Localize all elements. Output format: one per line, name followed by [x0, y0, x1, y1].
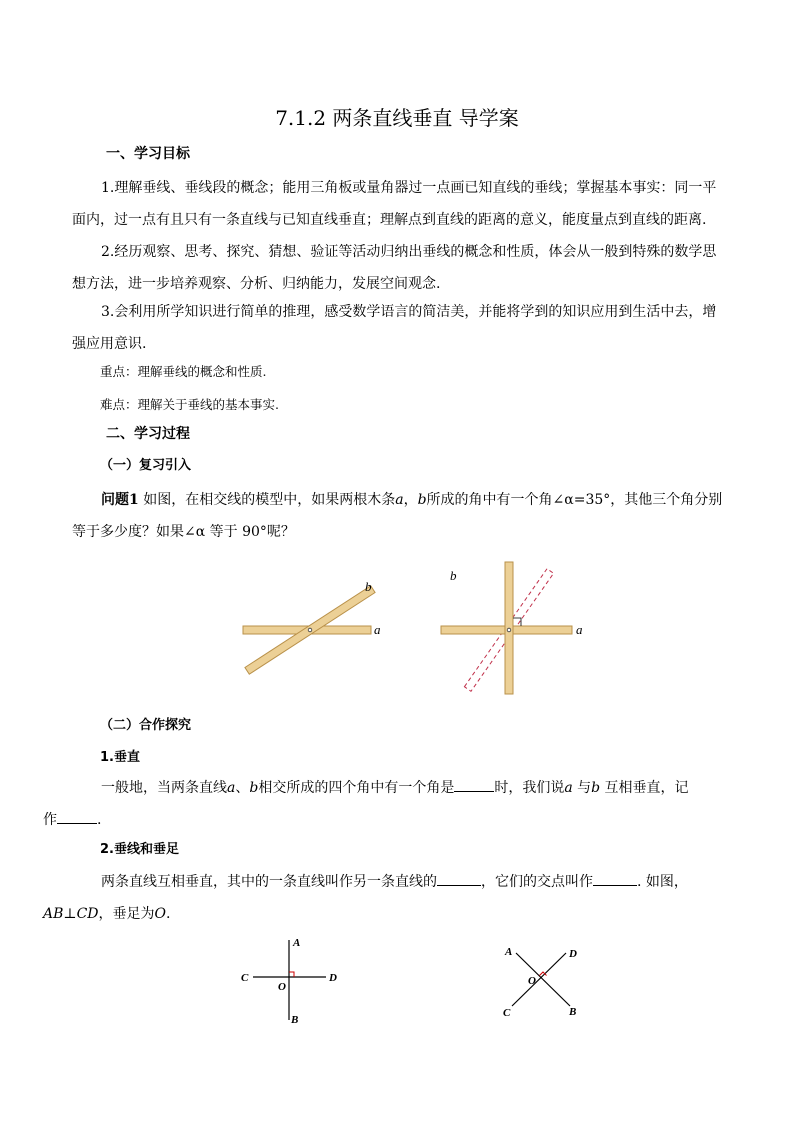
- subsection-explore: （二）合作探究: [100, 718, 192, 733]
- question-1-sep: ，: [403, 492, 418, 508]
- figure-3-label-d: D: [329, 972, 337, 984]
- def-end: .: [97, 812, 102, 828]
- foot-text-1: 两条直线互相垂直，其中的一条直线叫作另一条直线的: [101, 874, 437, 890]
- perpendicular-foot-text: [43, 866, 724, 930]
- goal-2: 2.经历观察、思考、探究、猜想、验证等活动归纳出垂线的概念和性质，体会从一般到特殊的数学思想方法，进一步培养观察、分析、归纳能力，发展空间观念.: [72, 244, 717, 292]
- var-a: a: [395, 492, 404, 508]
- figure-1-label-b: b: [365, 579, 372, 594]
- def-text-with: 与: [572, 780, 592, 796]
- def-text-1: 一般地，当两条直线: [101, 780, 227, 796]
- figure-4-label-c: C: [503, 1007, 511, 1019]
- def-text-4: 互相垂直，记: [600, 780, 689, 796]
- figure-1-label-a: a: [374, 622, 381, 637]
- line-cd: [512, 953, 566, 1006]
- foot-text-4: ，垂足为: [98, 906, 155, 922]
- notation-ab-perp-cd: AB⊥CD: [43, 906, 99, 922]
- figure-4-label-o: O: [528, 975, 536, 987]
- topic-perpendicular-foot: 2.垂线和垂足: [100, 842, 179, 857]
- def-text-2: 相交所成的四个角中有一个角是: [258, 780, 455, 796]
- fill-blank-notation[interactable]: [57, 809, 97, 824]
- foot-text-2: ，它们的交点叫作: [481, 874, 593, 890]
- topic-perpendicular: 1.垂直: [100, 750, 140, 765]
- foot-end: .: [166, 906, 171, 922]
- var-b: b: [417, 492, 427, 508]
- figure-perpendicular-lines-tilted: [498, 940, 598, 1025]
- pivot-nail: [507, 628, 511, 632]
- perpendicular-definition: [43, 772, 724, 836]
- figure-3-label-b: B: [291, 1014, 299, 1026]
- def-text-3: 时，我们说: [494, 780, 565, 796]
- key-point: 重点：理解垂线的概念和性质.: [100, 364, 267, 379]
- figure-2-label-a: a: [576, 622, 583, 637]
- figure-intersecting-sticks: [240, 575, 390, 675]
- page-title: 7.1.2 两条直线垂直 导学案: [275, 106, 519, 130]
- section-heading-process: 二、学习过程: [106, 426, 190, 442]
- var-o: O: [154, 906, 166, 922]
- question-1-text-2: 所成的角中有一个角∠α=35°，其他三个角分别等于多少度？如果∠α 等于 90°呢？: [72, 492, 723, 540]
- figure-3-label-c: C: [241, 972, 249, 984]
- question-1-text: 如图，在相交线的模型中，如果两根木条: [143, 492, 396, 508]
- figure-4-label-a: A: [505, 946, 513, 958]
- question-1: [72, 484, 724, 548]
- question-1-label: 问题1: [101, 492, 139, 508]
- var-a: a: [564, 780, 573, 796]
- var-b: b: [249, 780, 259, 796]
- goal-3: 3.会利用所学知识进行简单的推理，感受数学语言的简洁美，并能将学到的知识应用到生活中去，增强应用意识.: [72, 304, 717, 352]
- pivot-nail: [308, 628, 312, 632]
- subsection-review: （一）复习引入: [100, 458, 192, 473]
- fill-blank-perpendicular-line[interactable]: [437, 871, 481, 886]
- fill-blank-foot[interactable]: [593, 871, 637, 886]
- difficult-point: 难点：理解关于垂线的基本事实.: [100, 397, 279, 412]
- figure-4-label-b: B: [569, 1006, 577, 1018]
- def-sep: 、: [235, 780, 250, 796]
- line-ab: [516, 953, 570, 1006]
- figure-perpendicular-sticks: [440, 560, 590, 700]
- var-b: b: [591, 780, 601, 796]
- foot-text-3: . 如图，: [637, 874, 688, 890]
- figure-perpendicular-lines-upright: [236, 935, 356, 1030]
- right-angle-mark: [289, 972, 294, 977]
- var-a: a: [227, 780, 236, 796]
- figure-3-label-o: O: [278, 981, 286, 993]
- goal-1: 1.理解垂线、垂线段的概念；能用三角板或量角器过一点画已知直线的垂线；掌握基本事实：同一平面内，过一点有且只有一条直线与已知直线垂直；理解点到直线的距离的意义，能度量点到直线的距离.: [72, 180, 717, 228]
- figure-4-label-d: D: [569, 948, 577, 960]
- figure-3-label-a: A: [293, 937, 301, 949]
- fill-blank-angle[interactable]: [454, 777, 494, 792]
- figure-2-label-b: b: [450, 568, 457, 583]
- def-text-5: 作: [43, 812, 57, 828]
- section-heading-goals: 一、学习目标: [106, 146, 190, 162]
